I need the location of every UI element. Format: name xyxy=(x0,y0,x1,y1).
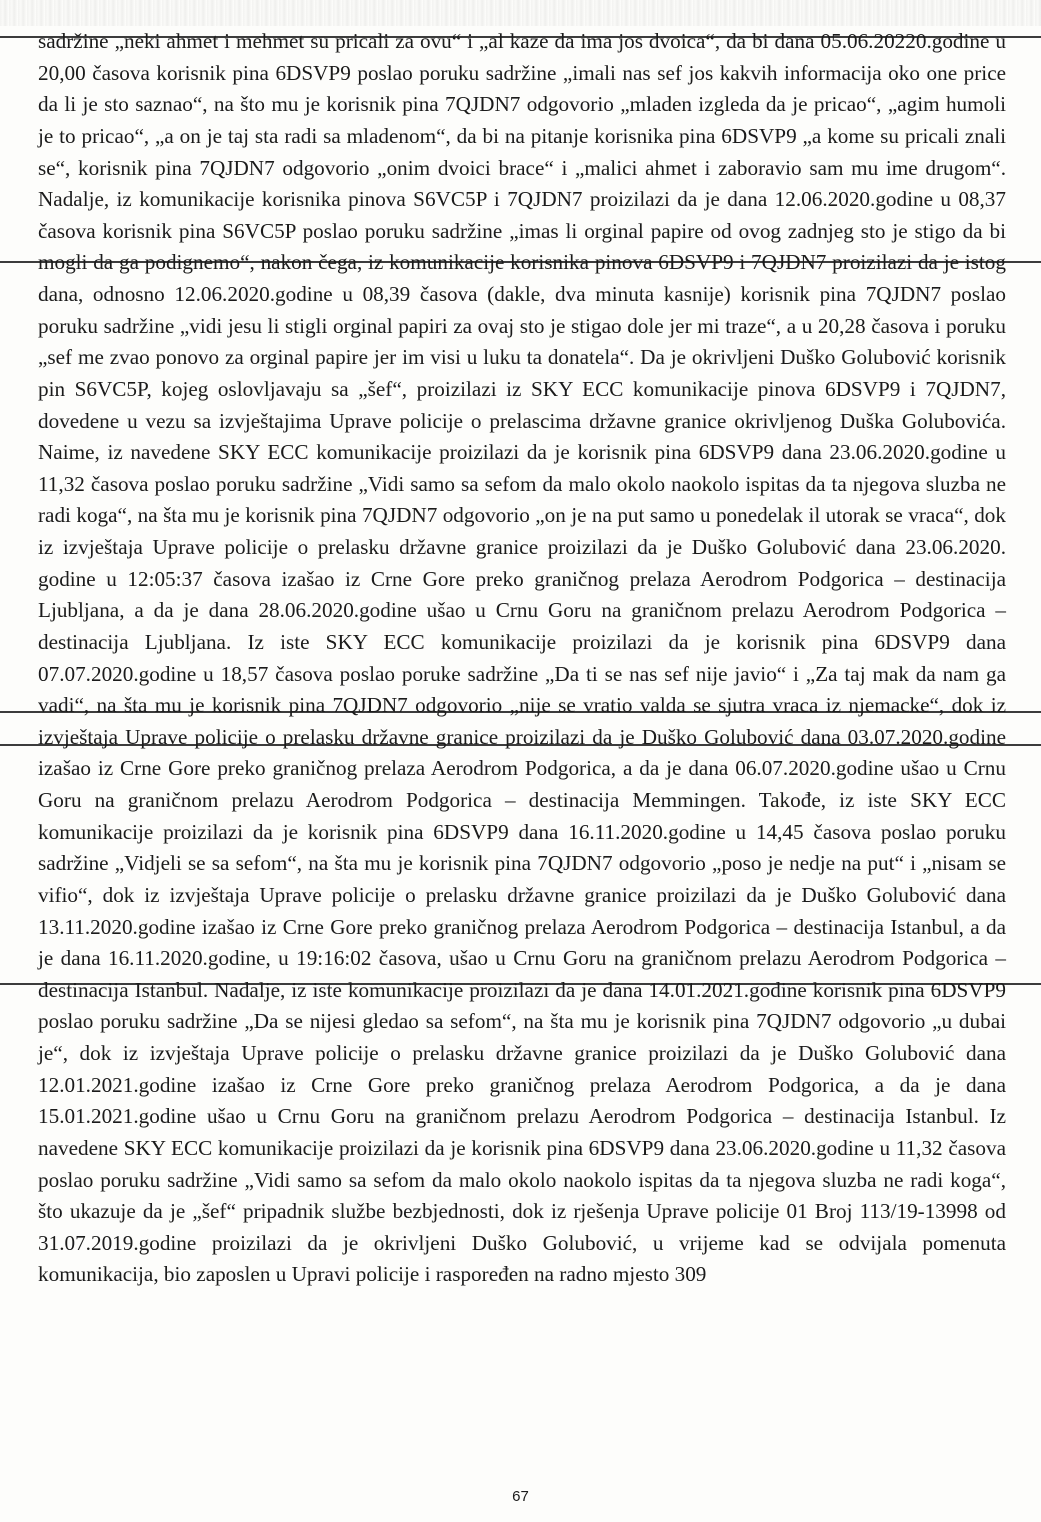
document-body-text: sadržine „neki ahmet i mehmet su pricali za ovu“ i „al kaze da ima jos dvoica“, da bi dana 05.06.20220.godine u 20,00 časova korisnik pina 6DSVP9 poslao poruku sadržine „imali nas sef jos kakvih informacija oko one price da li je sto saznao“, na što mu je korisnik pina 7QJDN7 odgovorio „mladen izgleda da je pricao“, „agim humoli je to pricao“, „a on je taj sta radi sa mladenom“, da bi na pitanje korisnika pina 6DSVP9 „a kome su pricali znali se“, korisnik pina 7QJDN7 odgovorio „onim dvoici brace“ i „malici ahmet i zaboravio sam mu ime drugom“. Nadalje, iz komunikacije korisnika pinova S6VC5P i 7QJDN7 proizilazi da je dana 12.06.2020.godine u 08,37 časova korisnik pina S6VC5P poslao poruku sadržine „imas li orginal papire od ovog zadnjeg sto je stigo da bi mogli da ga podignemo“, nakon čega, iz komunikacije korisnika pinova 6DSVP9 i 7QJDN7 proizilazi da je istog dana, odnosno 12.06.2020.godine u 08,39 časova (dakle, dva minuta kasnije) korisnik pina 7QJDN7 poslao poruku sadržine „vidi jesu li stigli orginal papiri za ovaj sto je stigao dole jer mi traze“, a u 20,28 časova i poruku „sef me zvao ponovo za orginal papire jer im visi u luku ta donatela“. Da je okrivljeni Duško Golubović korisnik pin S6VC5P, kojeg oslovljavaju sa „šef“, proizilazi iz SKY ECC komunikacije pinova 6DSVP9 i 7QJDN7, dovedene u vezu sa izvještajima Uprave policije o prelascima državne granice okrivljenog Duška Golubovića. Naime, iz navedene SKY ECC komunikacije proizilazi da je korisnik pina 6DSVP9 dana 23.06.2020.godine u 11,32 časova poslao poruku sadržine „Vidi samo sa sefom da malo okolo naokolo ispitas da ta njegova sluzba ne radi koga“, na šta mu je korisnik pina 7QJDN7 odgovorio „on je na put samo u ponedelak il utorak se vraca“, dok iz izvještaja Uprave policije o prelasku državne granice proizilazi da je Duško Golubović dana 23.06.2020. godine u 12:05:37 časova izašao iz Crne Gore preko graničnog prelaza Aerodrom Podgorica – destinacija Ljubljana, a da je dana 28.06.2020.godine ušao u Crnu Goru na graničnom prelazu Aerodrom Podgorica – destinacija Ljubljana. Iz iste SKY ECC komunikacije proizilazi da je korisnik pina 6DSVP9 dana 07.07.2020.godine u 18,57 časova poslao poruke sadržine „Da ti se nas sef nije javio“ i „Za taj mak da nam ga vadi“, na šta mu je korisnik pina 7QJDN7 odgovorio „nije se vratio valda se sjutra vraca iz njemacke“, dok iz izvještaja Uprave policije o prelasku državne granice proizilazi da je Duško Golubović dana 03.07.2020.godine izašao iz Crne Gore preko graničnog prelaza Aerodrom Podgorica, a da je dana 06.07.2020.godine ušao u Crnu Goru na graničnom prelazu Aerodrom Podgorica – destinacija Memmingen. Takođe, iz iste SKY ECC komunikacije proizilazi da je korisnik pina 6DSVP9 dana 16.11.2020.godine u 14,45 časova poslao poruku sadržine „Vidjeli se sa sefom“, na šta mu je korisnik pina 7QJDN7 odgovorio „poso je nedje na put“ i „nisam se vifio“, dok iz izvještaja Uprave policije o prelasku državne granice proizilazi da je Duško Golubović dana 13.11.2020.godine izašao iz Crne Gore preko graničnog prelaza Aerodrom Podgorica – destinacija Istanbul, a da je dana 16.11.2020.godine, u 19:16:02 časova, ušao u Crnu Goru na graničnom prelazu Aerodrom Podgorica – destinacija Istanbul. Nadalje, iz iste komunikacije proizilazi da je dana 14.01.2021.godine korisnik pina 6DSVP9 poslao poruku sadržine „Da se nijesi gledao sa sefom“, na šta mu je korisnik pina 7QJDN7 odgovorio „u dubai je“, dok iz izvještaja Uprave policije o prelasku državne granice proizilazi da je Duško Golubović dana 12.01.2021.godine izašao iz Crne Gore preko graničnog prelaza Aerodrom Podgorica, a da je dana 15.01.2021.godine ušao u Crnu Goru na graničnom prelazu Aerodrom Podgorica – destinacija Istanbul. Iz navedene SKY ECC komunikacije proizilazi da je korisnik pina 6DSVP9 dana 23.06.2020.godine u 11,32 časova poslao poruku sadržine „Vidi samo sa sefom da malo okolo naokolo ispitas da ta njegova sluzba ne radi koga“, što ukazuje da je „šef“ pripadnik službe bezbjednosti, dok iz rješenja Uprave policije 01 Broj 113/19-13998 od 31.07.2019.godine proizilazi da je okrivljeni Duško Golubović, u vrijeme kad se odvijala pomenuta komunikacija, bio zaposlen u Upravi policije i raspoređen na radno mjesto 309 xyxy=(38,29,1006,1287)
page-number: 67 xyxy=(512,1488,529,1505)
scan-noise-band xyxy=(0,0,1041,26)
